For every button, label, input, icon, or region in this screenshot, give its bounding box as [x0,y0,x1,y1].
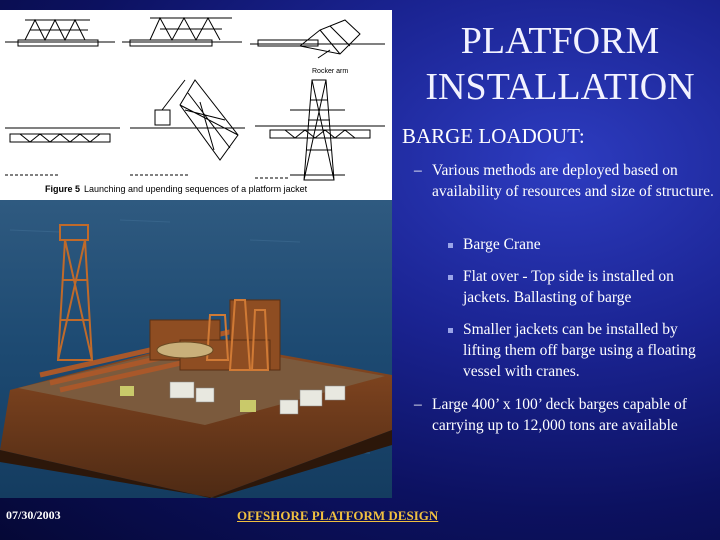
barge-illustration [0,200,392,498]
sub-bullet-barge-crane-text: Barge Crane [463,236,541,253]
square-bullet-icon [448,275,453,280]
title-line-2: INSTALLATION [425,66,695,108]
dash-bullet-icon: – [414,396,422,413]
launch-sequence-diagram [0,10,392,200]
barge-photo [0,200,392,498]
jacket-launch-figure [0,10,392,200]
sub-bullet-barge-crane [463,234,718,255]
sub-bullet-smaller-jackets-text: Smaller jackets can be installed by lifting them off barge using a floating vessel with cranes. [463,321,696,380]
sub-bullet-flat-over-text: Flat over - Top side is installed on jackets. Ballasting of barge [463,268,674,306]
barge-loadout-heading: BARGE LOADOUT: [402,124,585,148]
square-bullet-icon [448,328,453,333]
bullet-deck-barges [414,394,717,436]
footer-course-link[interactable]: OFFSHORE PLATFORM DESIGN [237,508,439,523]
dash-bullet-icon: – [414,162,422,179]
rocker-arm-label: Rocker arm [312,68,349,75]
bullet-methods [414,160,717,202]
sub-bullet-flat-over [463,266,718,308]
figure-number: Figure 5 [45,184,81,194]
sub-bullet-smaller-jackets [463,319,718,382]
slide-title [405,18,715,110]
figure-caption [45,184,307,194]
bullet-methods-text: Various methods are deployed based on availability of resources and size of structure. [432,162,714,200]
square-bullet-icon [448,243,453,248]
bullet-deck-barges-text: Large 400’ x 100’ deck barges capable of carrying up to 12,000 tons are available [432,396,687,434]
footer-date: 07/30/2003 [6,508,61,522]
figure-caption-text: Launching and upending sequences of a platform jacket [84,184,308,194]
title-line-1: PLATFORM [460,20,660,62]
